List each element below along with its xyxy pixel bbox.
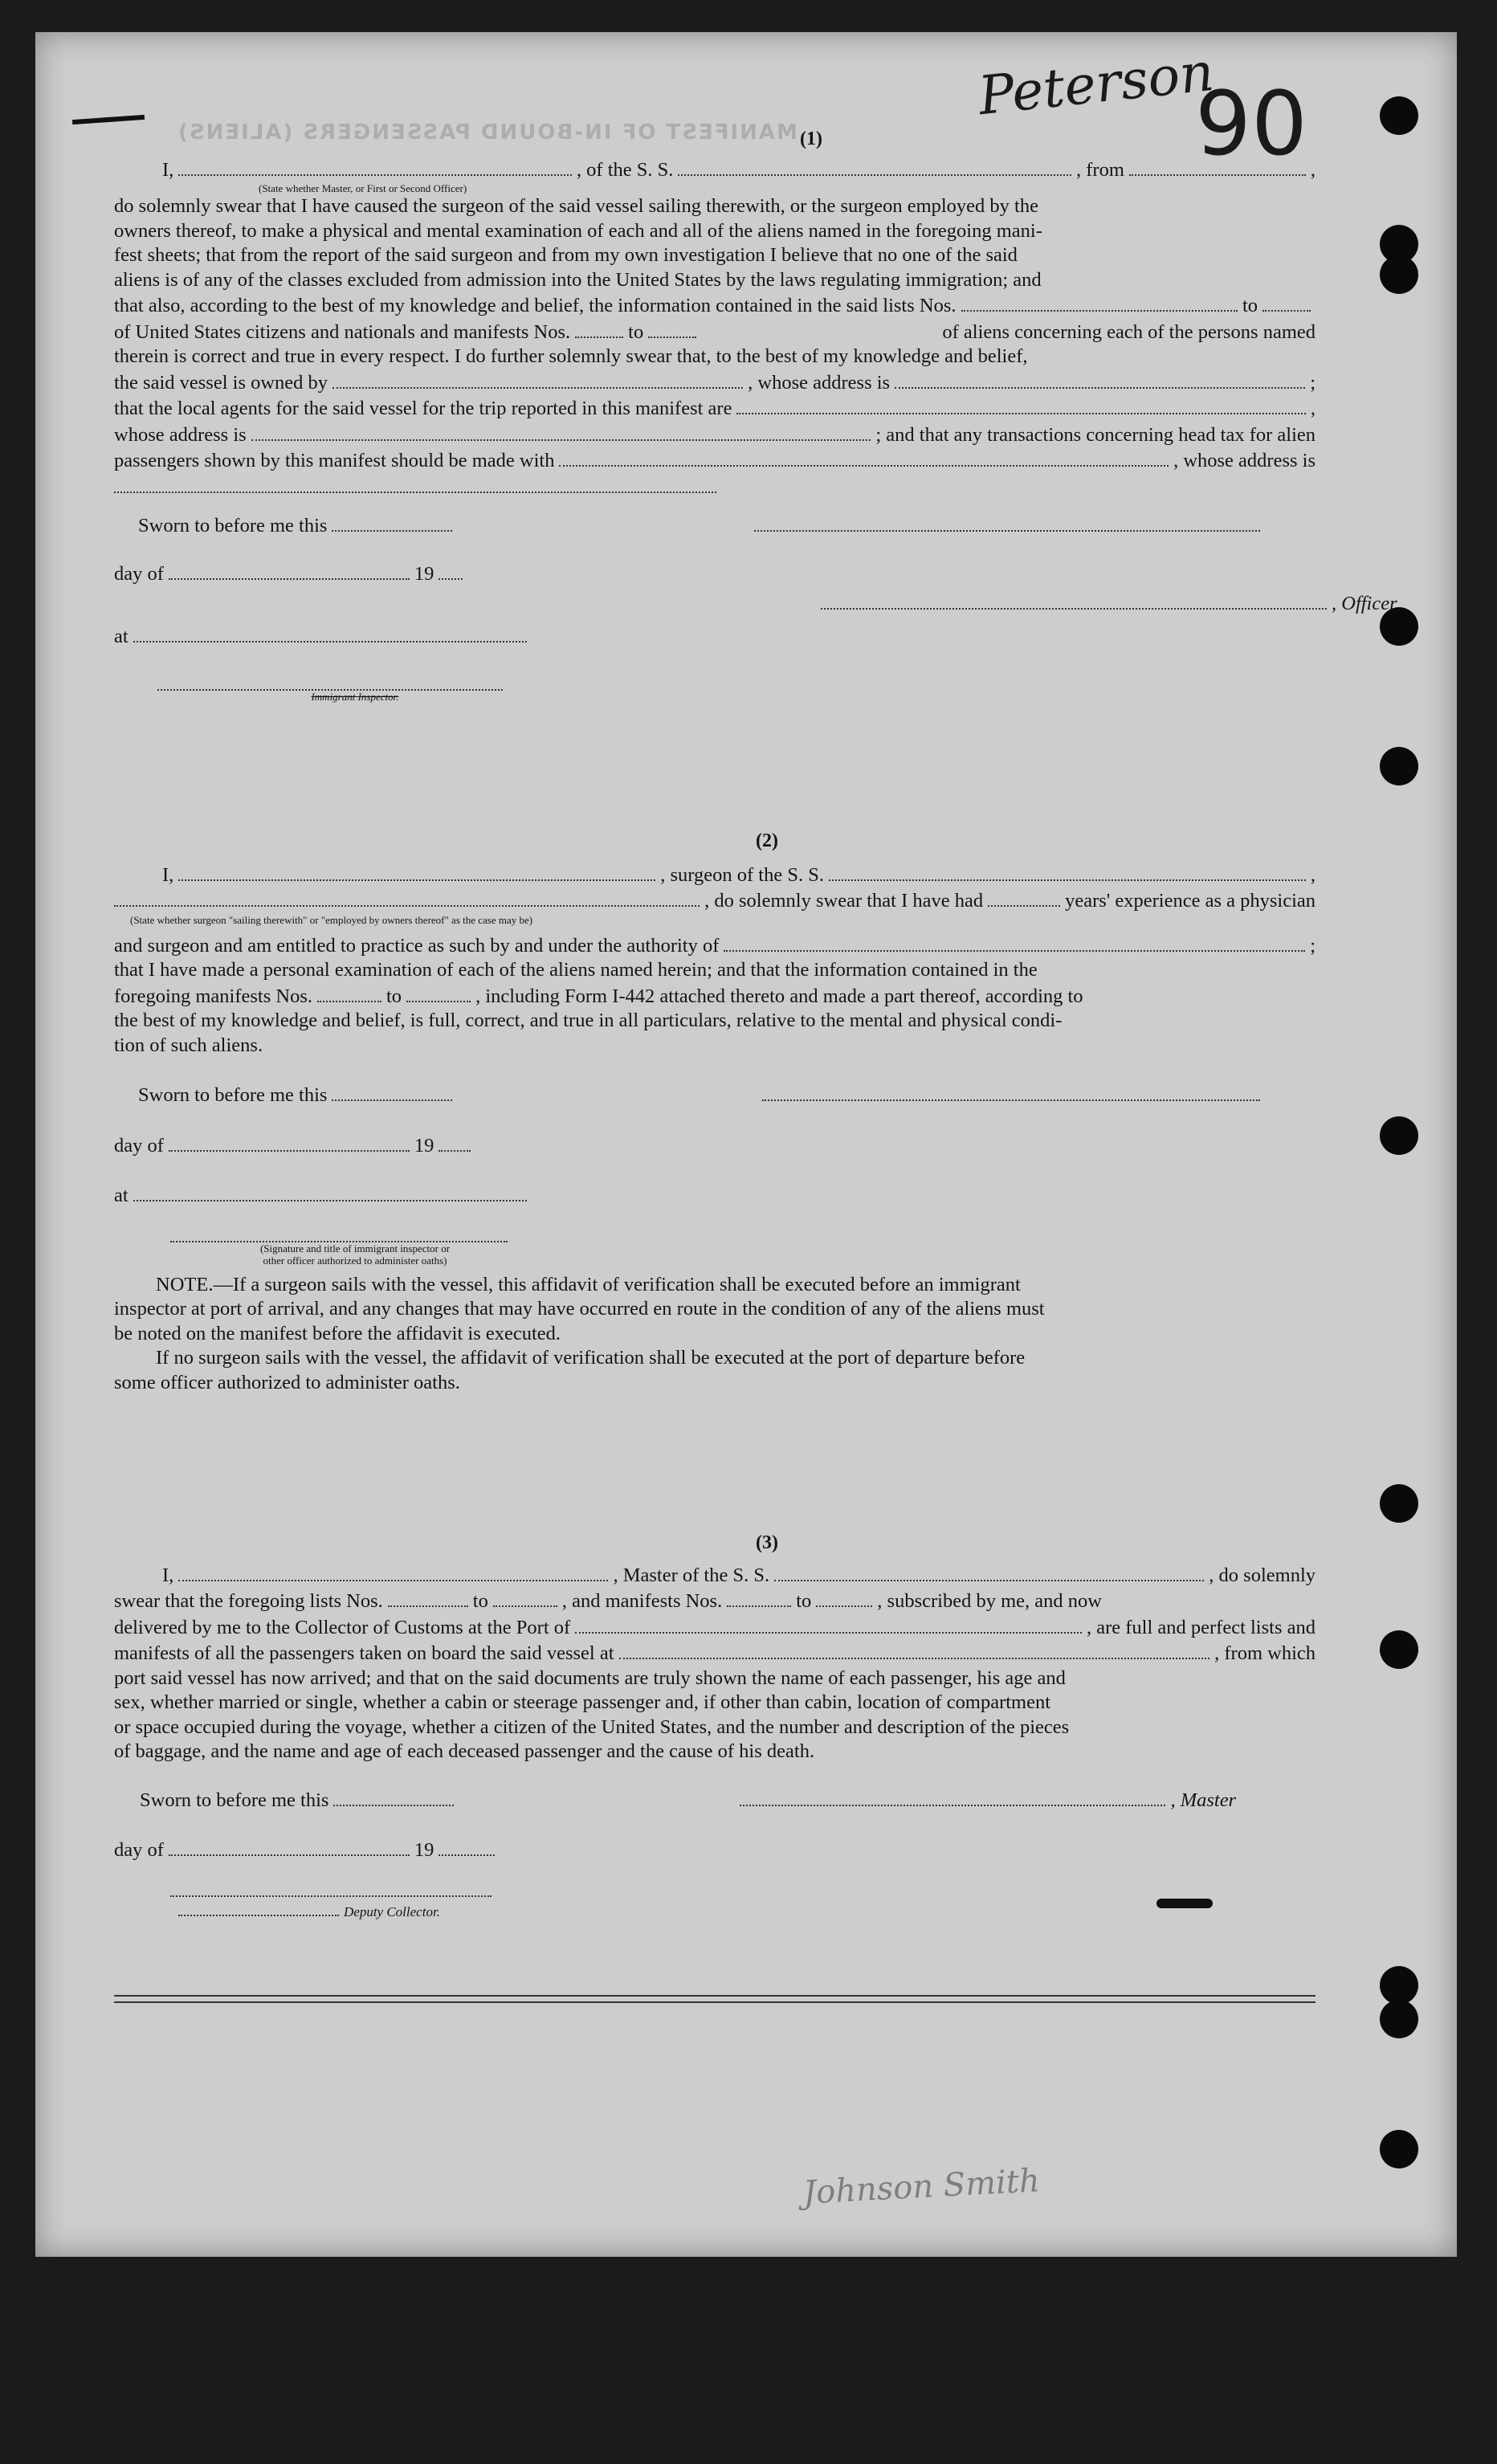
manifests-to-field[interactable] [648, 319, 696, 338]
note-text: If no surgeon sails with the vessel, the affidavit of verification shall be executed at the port of departure before [156, 1347, 1026, 1369]
officer-note: (State whether Master, or First or Second Officer) [259, 182, 467, 195]
label-to: to [628, 320, 644, 343]
oath-line: owners thereof, to make a physical and mental examination of each and all of the aliens named in the foregoing mani- [114, 219, 1042, 242]
oath-line: ; and that any transactions concerning head tax for alien [875, 423, 1315, 446]
officer-label: , Officer [1332, 593, 1397, 615]
section-1-title: (1) [800, 129, 822, 149]
head-tax-field[interactable] [559, 447, 1169, 467]
note-text: some officer authorized to administer oaths. [114, 1371, 460, 1393]
section-1: (1) I, , of the S. S. , from , (State whether Master, or First or Second Officer) do solemnly swear that I have caused the surgeon of the said vessel sailing therewith, or the surgeon employed by the owners thereof, to make a physical and mental examination of each and all of the aliens named in the foregoing mani- fest sheets; that from the report of the said surgeon and from my own investigation I believe that no one of the said aliens is of any of the classes excluded from admission into the United States by the laws regulating immigration; and that also, according to the best of my knowledge and belief, the information contained in the said lists Nos. to of United States citizens and nationals and manifests Nos. to of aliens concerning each of the persons named therein is correct and true in every respect. I do further solemnly swear that, to the best of my knowledge and belief, the said vessel is owned by , whose address is ; that the local agents for the said vessel for the trip reported in this manifest are , whose address is ; and that any transactions concerning head tax for alien passengers shown by this manifest should be made with , whose address is Sworn to before me this day of 19 , Officer at Immigrant Inspector. [114, 129, 1397, 704]
oath-line: the best of my knowledge and belief, is full, correct, and true in all particulars, relative to the mental and physical condi- [114, 1010, 1063, 1032]
note-text: —If a surgeon sails with the vessel, this affidavit of verification shall be executed before an immigrant [213, 1273, 1021, 1295]
handwritten-number: 90 [1195, 72, 1307, 175]
oath-line: passengers shown by this manifest should be made with [114, 450, 555, 472]
agents-address-field[interactable] [251, 422, 871, 441]
sworn-label: Sworn to before me this [138, 514, 328, 536]
place-field[interactable] [133, 623, 527, 643]
handwritten-scrawl: Johnson Smith [802, 2162, 1041, 2212]
punch-hole [1380, 1966, 1418, 2005]
master-signature-field[interactable] [740, 1787, 1165, 1806]
oath-line: port said vessel has now arrived; and that on the said documents are truly shown the name of each passenger, his age and [114, 1666, 1066, 1689]
sworn-day-field[interactable] [332, 1082, 452, 1101]
label-surgeon-of: , surgeon of the S. S. [660, 863, 824, 886]
oath-line: therein is correct and true in every respect. I do further solemnly swear that, to the best of my knowledge and belief, [114, 345, 1028, 368]
punch-hole [1380, 1630, 1418, 1669]
vessel-name-field[interactable] [678, 157, 1071, 176]
oath-line: sex, whether married or single, whether a cabin or steerage passenger and, if other than cabin, location of compartment [114, 1691, 1051, 1714]
collector-line-field[interactable] [178, 1897, 339, 1916]
note-paragraph [156, 1273, 1021, 1298]
manifests-from-field[interactable] [575, 319, 623, 338]
vessel-name-field[interactable] [774, 1562, 1204, 1581]
note-label: NOTE. [156, 1273, 214, 1295]
place-field[interactable] [133, 1182, 527, 1201]
year-label: 19 [414, 1134, 434, 1157]
manifest-from-field[interactable] [317, 983, 381, 1002]
day-of-label: day of [114, 563, 164, 585]
port-field[interactable] [575, 1614, 1082, 1634]
label-whose-address: , whose address is [748, 371, 891, 394]
from-port-field[interactable] [1129, 157, 1306, 176]
oath-line: , and manifests Nos. [561, 1590, 723, 1613]
oath-line: aliens is of any of the classes excluded from admission into the United States by the laws regulating immigration; and [114, 268, 1042, 291]
surgeon-name-field[interactable] [178, 862, 655, 881]
master-label: , Master [1170, 1789, 1237, 1811]
punch-hole [1380, 255, 1418, 294]
vessel-name-field[interactable] [829, 862, 1306, 881]
manifests-from-field[interactable] [727, 1588, 791, 1607]
oath-line: do solemnly swear that I have caused the surgeon of the said vessel sailing therewith, or the surgeon employed by the [114, 195, 1038, 218]
deputy-collector-label: Deputy Collector. [344, 1903, 440, 1919]
sworn-day-field[interactable] [332, 512, 452, 532]
officer-signature-field[interactable] [754, 512, 1260, 532]
oath-line: tion of such aliens. [114, 1034, 263, 1056]
oath-line: , from which [1214, 1642, 1315, 1665]
section-2: (2) I, , surgeon of the S. S. , , do solemnly swear that I have had years' experience as a physician (State whether surgeon "sailing therewith" or "employed by owners thereof" as the case may be) and surgeon and am entitled to practice as such by and under the authority of ; that I have made a personal examination of each of the aliens named herein; and that the information contained in the foregoing manifests Nos. to , including Form I-442 attached thereto and made a part thereof, according to the best of my knowledge and belief, is full, correct, and true in all particulars, relative to the mental and physical condi- tion of such aliens. Sworn to before me this day of 19 at (Signature and title of immigrant inspector or other officer authorized to administer oaths) NOTE.—If a surgeon sails with the vessel, this affidavit of verification shall be executed before an immigrant inspector at port of arrival, and any changes that may have occurred en route in the condition of any of the aliens must be noted on the manifest before the affidavit is executed. If no surgeon sails with the vessel, the affidavit of verification shall be executed at the port of departure before some officer authorized to administer oaths. [114, 829, 1315, 1395]
punch-hole [1380, 2000, 1418, 2038]
authority-field[interactable] [724, 932, 1305, 952]
oath-line: , including Form I-442 attached thereto and made a part thereof, according to [475, 985, 1083, 1007]
year-label: 19 [414, 563, 434, 585]
bleed-through-header: MANIFEST OF IN-BOUND PASSENGERS (ALIENS) [177, 120, 797, 145]
punctuation: ; [1310, 934, 1315, 957]
surgeon-status-field[interactable] [114, 887, 700, 907]
oath-line: that I have made a personal examination of each of the aliens named herein; and that the information contained in the [114, 959, 1038, 981]
label-to: to [796, 1590, 812, 1613]
punch-hole [1380, 747, 1418, 785]
sworn-label: Sworn to before me this [140, 1789, 329, 1811]
manifests-to-field[interactable] [816, 1588, 872, 1607]
label-of-ss: , of the S. S. [576, 158, 674, 181]
inspector-label: Immigrant Inspector. [311, 691, 399, 704]
sworn-label: Sworn to before me this [138, 1084, 328, 1107]
oath-line: of United States citizens and nationals and manifests Nos. [114, 320, 571, 343]
officer-line-field[interactable] [821, 590, 1327, 610]
oath-line: of baggage, and the name and age of each deceased passenger and the cause of his death. [114, 1740, 815, 1763]
oath-line: delivered by me to the Collector of Customs at the Port of [114, 1616, 571, 1638]
owner-field[interactable] [332, 369, 743, 389]
manifest-to-field[interactable] [406, 983, 471, 1002]
punch-hole [1380, 2130, 1418, 2168]
lists-from-field[interactable] [388, 1588, 468, 1607]
surgeon-signature-field[interactable] [762, 1082, 1260, 1101]
inspector-signature-field[interactable] [157, 671, 503, 691]
signature-note-1: (Signature and title of immigrant inspector or [259, 1242, 451, 1254]
oath-line: the said vessel is owned by [114, 371, 328, 394]
section-3 [114, 1531, 1315, 1918]
section-2-title: (2) [756, 830, 778, 851]
surgeon-note: (State whether surgeon "sailing therewith" or "employed by owners thereof" as the case may be) [130, 913, 533, 926]
label-i: I, [162, 158, 174, 181]
oath-line: , subscribed by me, and now [877, 1590, 1102, 1613]
oath-line: swear that the foregoing lists Nos. [114, 1590, 383, 1613]
oath-line: , are full and perfect lists and [1086, 1616, 1315, 1638]
label-to: to [1242, 295, 1258, 317]
signature-note-2: other officer authorized to administer oaths) [263, 1254, 447, 1267]
day-of-label: day of [114, 1839, 164, 1862]
label-to: to [472, 1590, 488, 1613]
at-label: at [114, 1185, 128, 1207]
label-whose-address: , whose address is [1173, 450, 1315, 472]
bottom-rule [114, 1995, 1315, 1997]
lists-to-field[interactable] [1262, 292, 1311, 312]
oath-line: that also, according to the best of my knowledge and belief, the information contained in the said lists Nos. [114, 295, 957, 317]
boarding-port-field[interactable] [619, 1640, 1210, 1659]
collector-signature-field[interactable] [170, 1878, 492, 1897]
lists-to-field[interactable] [493, 1588, 557, 1607]
year-field[interactable] [438, 1132, 471, 1152]
punch-hole [1380, 1116, 1418, 1155]
bottom-rule [114, 2001, 1315, 2003]
oath-line: , do solemnly [1209, 1564, 1316, 1586]
note-text: inspector at port of arrival, and any changes that may have occurred en route in the condition of any of the aliens must [114, 1298, 1045, 1320]
label-master-of: , Master of the S. S. [613, 1564, 770, 1586]
owner-address-field[interactable] [895, 369, 1305, 389]
sworn-day-field[interactable] [333, 1787, 454, 1806]
label-from: , from [1076, 158, 1124, 181]
label-i: I, [162, 1564, 174, 1586]
oath-line: that the local agents for the said vessel for the trip reported in this manifest are [114, 398, 732, 420]
punctuation: ; [1310, 371, 1316, 394]
note-text: be noted on the manifest before the affidavit is executed. [114, 1322, 561, 1344]
oath-line: or space occupied during the voyage, whether a citizen of the United States, and the number and description of the pieces [114, 1715, 1070, 1738]
label-i: I, [162, 863, 174, 886]
oath-line: and surgeon and am entitled to practice as such by and under the authority of [114, 934, 720, 957]
punch-hole [1380, 96, 1418, 135]
oath-line: fest sheets; that from the report of the said surgeon and from my own investigation I believe that no one of the said [114, 244, 1018, 267]
oath-line: years' experience as a physician [1065, 890, 1315, 912]
year-label: 19 [414, 1839, 434, 1862]
inspector-signature-field[interactable] [170, 1223, 508, 1242]
oath-line: foregoing manifests Nos. [114, 985, 312, 1007]
punch-hole [1380, 1484, 1418, 1523]
day-of-label: day of [114, 1134, 164, 1157]
oath-line: manifests of all the passengers taken on board the said vessel at [114, 1642, 614, 1665]
at-label: at [114, 625, 128, 647]
years-field[interactable] [988, 887, 1060, 907]
label-to: to [386, 985, 402, 1007]
punctuation: , [1310, 398, 1315, 420]
oath-line: whose address is [114, 423, 247, 446]
month-field[interactable] [169, 1837, 410, 1856]
master-name-field[interactable] [178, 1562, 608, 1581]
month-field[interactable] [169, 561, 410, 580]
oath-line: , do solemnly swear that I have had [704, 890, 984, 912]
handwritten-surname: Peterson [975, 40, 1217, 128]
oath-line: of aliens concerning each of the persons named [942, 320, 1315, 343]
lists-from-field[interactable] [961, 292, 1238, 312]
section-3-title: (3) [756, 1532, 778, 1553]
month-field[interactable] [169, 1132, 410, 1152]
year-field[interactable] [438, 561, 463, 580]
agents-field[interactable] [736, 395, 1305, 414]
head-tax-address-field[interactable] [114, 474, 716, 493]
year-field[interactable] [438, 1837, 495, 1856]
officer-name-field[interactable] [178, 157, 572, 176]
